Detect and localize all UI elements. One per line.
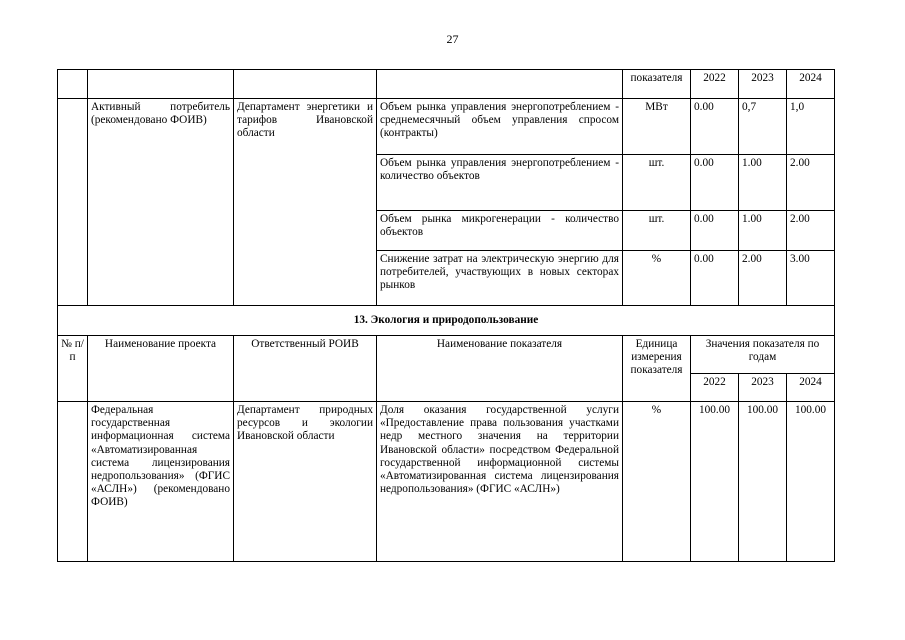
unit-cell: МВт bbox=[623, 99, 691, 155]
unit-cell: шт. bbox=[623, 211, 691, 251]
indicator-cell: Объем рынка управления энергопотреблением - количество объектов bbox=[377, 155, 623, 211]
project-name-cell: Федеральная государственная информационная система «Автоматизированная система лицензирования недропользования» (ФГИС «АСЛН») (рекомендовано ФОИВ) bbox=[88, 402, 234, 562]
value-cell: 1.00 bbox=[739, 211, 787, 251]
unit-cell: % bbox=[623, 251, 691, 306]
value-cell: 100.00 bbox=[691, 402, 739, 562]
value-cell: 2.00 bbox=[787, 155, 835, 211]
value-cell: 2.00 bbox=[787, 211, 835, 251]
indicator-cell: Объем рынка микрогенерации - количество объектов bbox=[377, 211, 623, 251]
value-cell: 0.00 bbox=[691, 155, 739, 211]
indicator-cell: Снижение затрат на электрическую энергию для потребителей, участвующих в новых секторах рынков bbox=[377, 251, 623, 306]
value-cell: 2.00 bbox=[739, 251, 787, 306]
table-row bbox=[58, 402, 835, 562]
year-header: 2022 bbox=[691, 70, 739, 99]
value-cell: 100.00 bbox=[739, 402, 787, 562]
year-header: 2022 bbox=[691, 374, 739, 402]
value-cell: 0.00 bbox=[691, 99, 739, 155]
col-header-values: Значения показателя по годам bbox=[691, 336, 835, 374]
unit-header-tail: показателя bbox=[623, 70, 691, 99]
col-header-roiv: Ответственный РОИВ bbox=[234, 336, 377, 402]
empty-cell bbox=[234, 70, 377, 99]
section-title: 13. Экология и природопользование bbox=[58, 306, 835, 336]
table-row bbox=[58, 99, 835, 155]
year-header: 2024 bbox=[787, 70, 835, 99]
value-cell: 0.00 bbox=[691, 211, 739, 251]
year-header: 2023 bbox=[739, 70, 787, 99]
col-header-number: № п/п bbox=[58, 336, 88, 402]
col-header-unit: Единица измерения показателя bbox=[623, 336, 691, 402]
empty-cell bbox=[88, 70, 234, 99]
indicator-cell: Объем рынка управления энергопотреблением - среднемесячный объем управления спросом (контракты) bbox=[377, 99, 623, 155]
indicators-table bbox=[57, 69, 835, 562]
value-cell: 0.00 bbox=[691, 251, 739, 306]
empty-cell bbox=[377, 70, 623, 99]
continuation-header-row bbox=[58, 70, 835, 99]
year-header: 2024 bbox=[787, 374, 835, 402]
value-cell: 1.00 bbox=[739, 155, 787, 211]
year-header: 2023 bbox=[739, 374, 787, 402]
value-cell: 3.00 bbox=[787, 251, 835, 306]
column-header-row bbox=[58, 336, 835, 374]
value-cell: 0,7 bbox=[739, 99, 787, 155]
empty-cell bbox=[58, 70, 88, 99]
roiv-cell: Департамент природных ресурсов и экологии Ивановской области bbox=[234, 402, 377, 562]
col-header-project: Наименование проекта bbox=[88, 336, 234, 402]
value-cell: 1,0 bbox=[787, 99, 835, 155]
unit-cell: шт. bbox=[623, 155, 691, 211]
project-name-cell: Активный потребитель (рекомендовано ФОИВ) bbox=[88, 99, 234, 306]
section-title-row bbox=[58, 306, 835, 336]
row-number-cell bbox=[58, 99, 88, 306]
unit-cell: % bbox=[623, 402, 691, 562]
row-number-cell bbox=[58, 402, 88, 562]
indicator-cell: Доля оказания государственной услуги «Предоставление права пользования участками недр местного значения на территории Ивановской области» посредством Федеральной государственной информационной системы «Автоматизированная система лицензирования недропользования» (ФГИС «АСЛН») bbox=[377, 402, 623, 562]
col-header-indicator: Наименование показателя bbox=[377, 336, 623, 402]
value-cell: 100.00 bbox=[787, 402, 835, 562]
roiv-cell: Департамент энергетики и тарифов Ивановской области bbox=[234, 99, 377, 306]
page-number: 27 bbox=[446, 32, 459, 46]
